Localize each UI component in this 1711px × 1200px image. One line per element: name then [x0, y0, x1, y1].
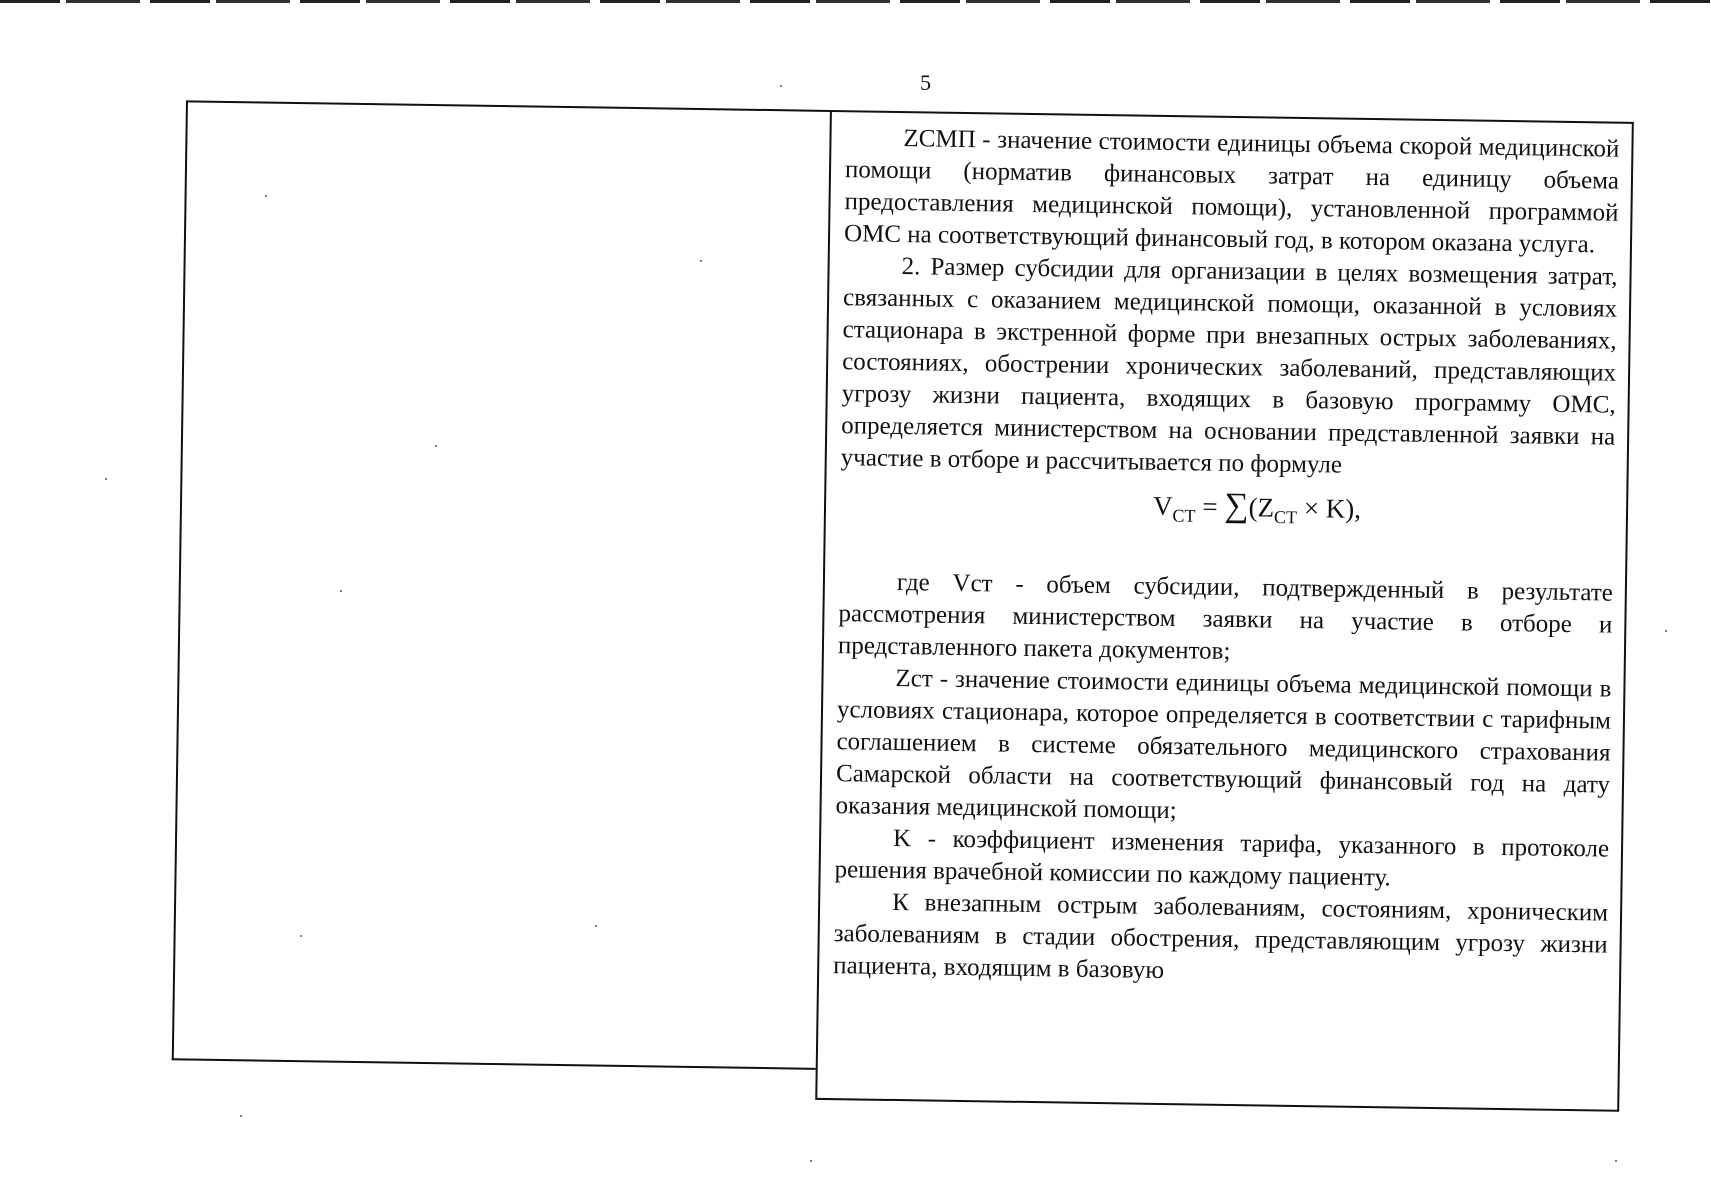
- scan-speck: [265, 195, 267, 197]
- formula-times: ×: [1296, 492, 1327, 524]
- scan-speck: [595, 925, 597, 927]
- scan-speck: [700, 260, 702, 262]
- formula-z-subscript: СТ: [1273, 506, 1298, 528]
- paragraph-vst-definition: где Vст - объем субсидии, подтвержденный в результате рассмотрения министерством заявки на участие в отборе и представленного пакета документов;: [837, 569, 1614, 666]
- paragraph-zst-definition: Zст - значение стоимости единицы объема медицинской помощи в условиях стационара, которое определяется в соответствии с тарифным соглашением в системе обязательного медицинского страхования Самарской области на соответствующий финансовый год на дату оказания медицинской помощи;: [835, 665, 1612, 825]
- scan-speck: [240, 1115, 242, 1117]
- scan-speck: [340, 590, 342, 592]
- table-left-cell: [172, 100, 830, 1069]
- scan-speck: [105, 478, 107, 480]
- document-table: [145, 100, 1640, 1112]
- paragraph-k-definition: K - коэффициент изменения тарифа, указанного в протоколе решения врачебной комиссии по каждому пациенту.: [834, 825, 1610, 892]
- table-right-cell: [815, 110, 1634, 1112]
- scan-speck: [1615, 1160, 1617, 1162]
- paragraph-emergency-conditions: К внезапным острым заболеваниям, состояниям, хроническим заболеваниям в стадии обострения, представляющим угрозу жизни пациента, входящим в базовую: [833, 889, 1609, 985]
- formula-close-paren: ),: [1345, 493, 1362, 524]
- formula-lhs-subscript: СТ: [1172, 505, 1196, 526]
- formula-sum-sign: ∑: [1224, 486, 1249, 525]
- scan-speck: [1665, 630, 1667, 632]
- formula-lhs: V: [1152, 490, 1173, 522]
- scan-edge: [0, 0, 1711, 3]
- scan-speck: [810, 1160, 812, 1162]
- scan-speck: [435, 445, 437, 447]
- formula-k: K: [1325, 493, 1346, 524]
- subsidy-formula: [840, 480, 1615, 542]
- formula-z: Z: [1257, 492, 1275, 523]
- scan-speck: [300, 935, 302, 937]
- formula-equals: =: [1195, 491, 1225, 522]
- page-number: 5: [920, 70, 931, 95]
- formula-open-paren: (: [1248, 492, 1258, 523]
- paragraph-zsmp: ZСМП - значение стоимости единицы объема скорой медицинской помощи (норматив финансовых затрат на единицу объема предоставления медицинской помощи), установленной программой ОМС на соответствующий финансовый год, в котором оказана услуга.: [843, 125, 1620, 259]
- paragraph-subsidy-size: 2. Размер субсидии для организации в целях возмещения затрат, связанных с оказанием медицинской помощи, оказанной в условиях стационара в экстренной форме при внезапных острых заболеваниях, состояниях, обострении хронических заболеваний, представляющих угрозу жизни пациента, входящих в базовую программу ОМС, определяется министерством на основании представленной заявки на участие в отборе и рассчитывается по формуле: [840, 253, 1618, 479]
- scan-speck: [780, 85, 782, 87]
